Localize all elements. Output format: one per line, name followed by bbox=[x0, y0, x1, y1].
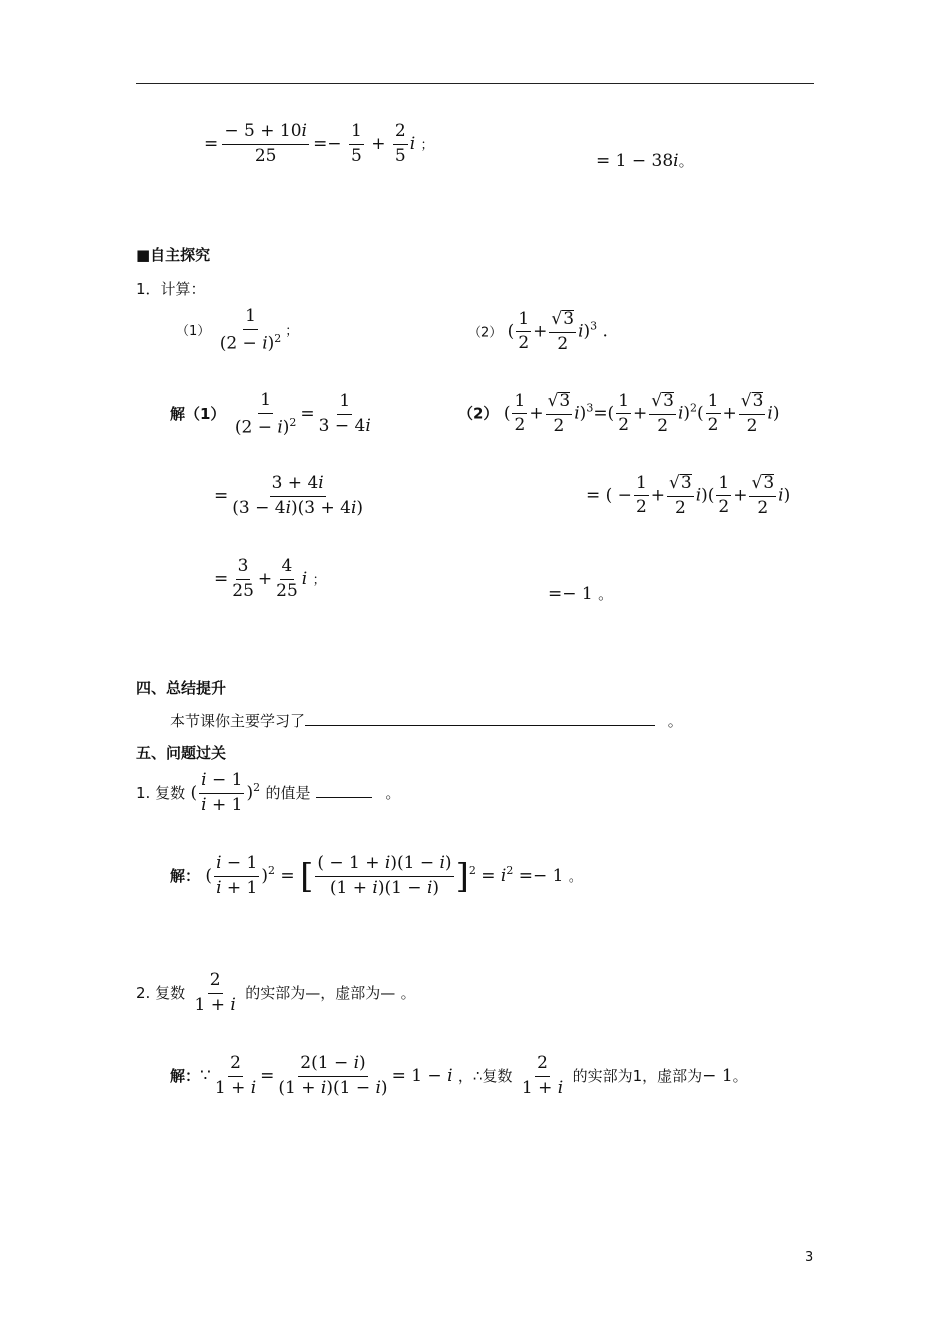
problem-1-solution: 解： ( $\frac{i - 1}{i + 1}$ )$^2$ = [ $\frac{( - 1 + i)(1 - i)}{(1 + i)(1 - i)}$ ]$^2 = i^2 =- 1$ 。 bbox=[170, 853, 582, 898]
solution-1-line1: 解（1） $\frac{1}{(2 - i)^2}$ = $\frac{1}{3 - 4i}$ bbox=[170, 390, 371, 438]
problem-1-blank[interactable] bbox=[316, 785, 372, 798]
problem-2: 2. 复数 $\frac{2}{1 + i}$ 的实部为—，虚部为— 。 bbox=[136, 970, 416, 1015]
q1-part1: （1） $\frac{1}{(2 - i)^2}$ ； bbox=[176, 306, 299, 354]
section-self-explore: ■自主探究 bbox=[136, 246, 211, 264]
summary-line: 本节课你主要学习了 。 bbox=[170, 712, 683, 730]
problem-2-solution: 解：∵ $\frac{2}{1 + i}$ = $\frac{2(1 - i)}{(1 + i)(1 - i)}$ = 1 − i ，∴复数 $\frac{2}{1 + i}$ 的实部为1，虚部为− 1。 bbox=[170, 1053, 748, 1098]
solution-1-line2: = $\frac{3 + 4i}{(3 - 4i)(3 + 4i)}$ bbox=[214, 473, 364, 518]
solution-2-line2: = ( − $\frac{1}{2}$ + $\frac{√3}{2}$ i)( $\frac{1}{2}$ + $\frac{√3}{2}$ i) bbox=[586, 472, 791, 518]
top-equation-right: = 1 − 38i。 bbox=[596, 151, 694, 171]
q1-part2: （2） ( $\frac{1}{2}$ + $\frac{√3}{2}$ i)$^3$ . bbox=[468, 308, 608, 354]
solution-2-line1: （2） ( $\frac{1}{2}$ + $\frac{√3}{2}$ i)$^3$=( $\frac{1}{2}$ + $\frac{√3}{2}$ i)$^2$( $\frac{1}{2}$ + $\frac{√3}{2}$ i) bbox=[458, 390, 780, 436]
q1-label: 1．计算： bbox=[136, 280, 206, 298]
section-summary: 四、总结提升 bbox=[136, 679, 227, 697]
problem-1: 1. 复数 ( $\frac{i - 1}{i + 1}$ )$^2$ 的值是 。 bbox=[136, 770, 401, 815]
solution-1-line3: = $\frac{3}{25}$ + $\frac{4}{25}$ i ； bbox=[214, 556, 326, 601]
solution-2-line3: =− 1 。 bbox=[548, 584, 614, 604]
summary-blank[interactable] bbox=[305, 711, 655, 726]
page-number: 3 bbox=[805, 1250, 814, 1265]
section-problems: 五、问题过关 bbox=[136, 744, 227, 762]
header-rule bbox=[136, 83, 814, 84]
top-equation-left: = $\frac{- 5 + 10i}{25}$ =− $\frac{1}{5}$ + $\frac{2}{5}$ i ； bbox=[204, 121, 434, 166]
